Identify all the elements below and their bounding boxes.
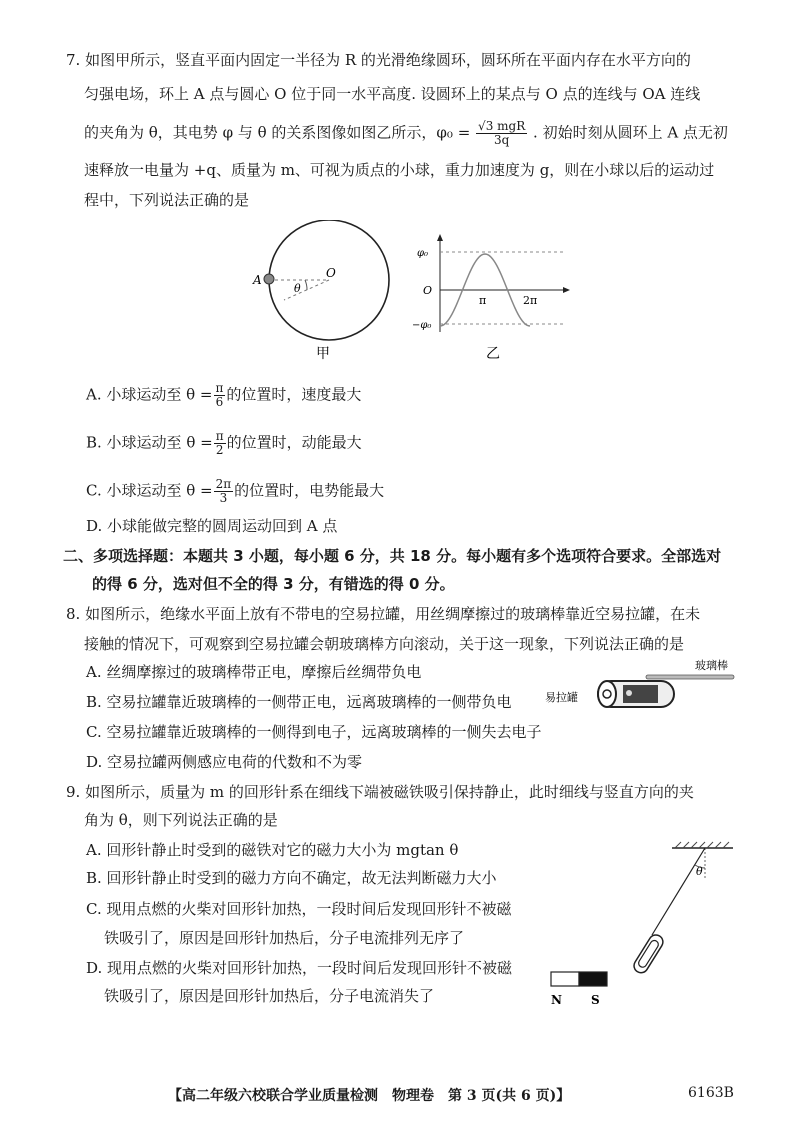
q8-option-b[interactable]: B. 空易拉罐靠近玻璃棒的一侧带正电，远离玻璃棒的一侧带负电 [86, 693, 512, 711]
q7-option-b-num: π [215, 429, 224, 443]
section2-line2: 的得 6 分，选对但不全的得 3 分，有错选的得 0 分。 [92, 575, 455, 593]
q9-option-c[interactable]: C. 现用点燃的火柴对回形针加热，一段时间后发现回形针不被磁 [86, 900, 512, 918]
q7-option-b-den: 2 [215, 443, 224, 457]
figure-q9 [545, 838, 740, 1008]
q8-option-c[interactable]: C. 空易拉罐靠近玻璃棒的一侧得到电子，远离玻璃棒的一侧失去电子 [86, 723, 542, 741]
paperclip-icon [631, 932, 665, 975]
caption-yi: 乙 [486, 346, 500, 362]
label-phi0: φ₀ [417, 248, 429, 259]
q7-line2: 匀强电场，环上 A 点与圆心 O 位于同一水平高度. 设圆环上的某点与 O 点的连线与 OA 连线 [84, 85, 701, 103]
label-origin: O [423, 284, 433, 297]
label-theta: θ [294, 282, 301, 295]
label-pi: π [479, 294, 487, 307]
label-S: S [591, 993, 600, 1007]
footer-title: 【高二年级六校联合学业质量检测 物理卷 第 3 页(共 6 页)】 [168, 1088, 571, 1104]
q9-line1: 9. 如图所示，质量为 m 的回形针系在细线下端被磁铁吸引保持静止，此时细线与竖直方向的夹 [66, 783, 694, 801]
q7-line4: 速释放一电量为 +q、质量为 m、可视为质点的小球，重力加速度为 g，则在小球以后的运动过 [84, 161, 715, 179]
label-N: N [551, 993, 562, 1007]
q7-line5: 程中，下列说法正确的是 [84, 191, 250, 209]
label-2pi: 2π [523, 294, 538, 307]
ceiling-hatch [675, 842, 729, 848]
q8-line1: 8. 如图所示，绝缘水平面上放有不带电的空易拉罐，用丝绸摩擦过的玻璃棒靠近空易拉罐，在未 [66, 605, 701, 623]
q7-line1: 7. 如图甲所示，竖直平面内固定一半径为 R 的光滑绝缘圆环，圆环所在平面内存在水平方向的 [66, 51, 691, 69]
phi0-denominator: 3q [493, 133, 510, 147]
q7-option-d[interactable]: D. 小球能做完整的圆周运动回到 A 点 [86, 517, 338, 535]
can-label: 易拉罐 [545, 691, 578, 704]
glass-rod-icon [646, 675, 734, 679]
q9-option-d[interactable]: D. 现用点燃的火柴对回形针加热，一段时间后发现回形针不被磁 [86, 959, 513, 977]
caption-jia: 甲 [316, 346, 330, 362]
q9-line2: 角为 θ，则下列说法正确的是 [84, 811, 278, 829]
label-negphi0: −φ₀ [412, 320, 432, 331]
label-theta-q9: θ [696, 865, 703, 878]
q7-option-c-fraction [214, 478, 234, 505]
q7-option-c-pre: C. 小球运动至 θ = [86, 481, 213, 500]
ball-icon [264, 274, 274, 284]
figure-jia [250, 220, 400, 362]
q7-option-b-post: 的位置时，动能最大 [226, 433, 362, 452]
phi0-fraction [476, 120, 527, 147]
thread-line [652, 848, 705, 935]
rod-label: 玻璃棒 [695, 659, 728, 672]
q9-option-b[interactable]: B. 回形针静止时受到的磁力方向不确定，故无法判断磁力大小 [86, 869, 497, 887]
q9-option-c-cont: 铁吸引了，原因是回形针加热后，分子电流排列无序了 [104, 929, 465, 947]
y-axis-arrow [437, 234, 443, 241]
q7-option-c-num: 2π [215, 477, 232, 491]
q8-option-a[interactable]: A. 丝绸摩擦过的玻璃棒带正电，摩擦后丝绸带负电 [86, 663, 422, 681]
theta-arc [305, 280, 307, 290]
q9-option-a[interactable]: A. 回形针静止时受到的磁铁对它的磁力大小为 mgtan θ [86, 841, 459, 859]
q7-option-b[interactable] [86, 430, 362, 457]
q8-option-d[interactable]: D. 空易拉罐两侧感应电荷的代数和不为零 [86, 753, 363, 771]
q7-option-b-pre: B. 小球运动至 θ = [86, 433, 213, 452]
label-A: A [253, 273, 262, 287]
q7-option-c[interactable] [86, 478, 384, 505]
magnet-south [579, 972, 607, 986]
q7-option-a-pre: A. 小球运动至 θ = [86, 385, 213, 404]
q7-line3 [84, 120, 728, 147]
q9-option-d-cont: 铁吸引了，原因是回形针加热后，分子电流消失了 [104, 987, 435, 1005]
q7-option-a-post: 的位置时，速度最大 [226, 385, 362, 404]
q7-option-a-den: 6 [215, 395, 224, 409]
phi0-numerator: √3 mgR [478, 119, 526, 133]
footer-code: 6163B [688, 1085, 734, 1101]
q7-option-a-num: π [215, 381, 224, 395]
figure-q8 [543, 653, 738, 718]
q7-option-a[interactable] [86, 382, 361, 409]
q7-line3-pre: 的夹角为 θ，其电势 φ 与 θ 的关系图像如图乙所示，φ₀ = [84, 123, 471, 142]
label-O: O [326, 266, 336, 280]
q7-line3-post: . 初始时刻从圆环上 A 点无初 [533, 123, 728, 142]
x-axis-arrow [563, 287, 570, 293]
q8-line2: 接触的情况下，可观察到空易拉罐会朝玻璃棒方向滚动，关于这一现象，下列说法正确的是 [84, 635, 685, 653]
section2-line1: 二、多项选择题：本题共 3 小题，每小题 6 分，共 18 分。每小题有多个选项符合要求。全部选对 [63, 547, 722, 565]
q7-option-c-den: 3 [219, 491, 228, 505]
figure-yi [412, 232, 574, 362]
q7-option-b-fraction [214, 430, 226, 457]
can-highlight [626, 690, 632, 696]
q7-option-a-fraction [214, 382, 226, 409]
q7-option-c-post: 的位置时，电势能最大 [234, 481, 385, 500]
magnet-north [551, 972, 579, 986]
can-end-icon [598, 681, 616, 707]
